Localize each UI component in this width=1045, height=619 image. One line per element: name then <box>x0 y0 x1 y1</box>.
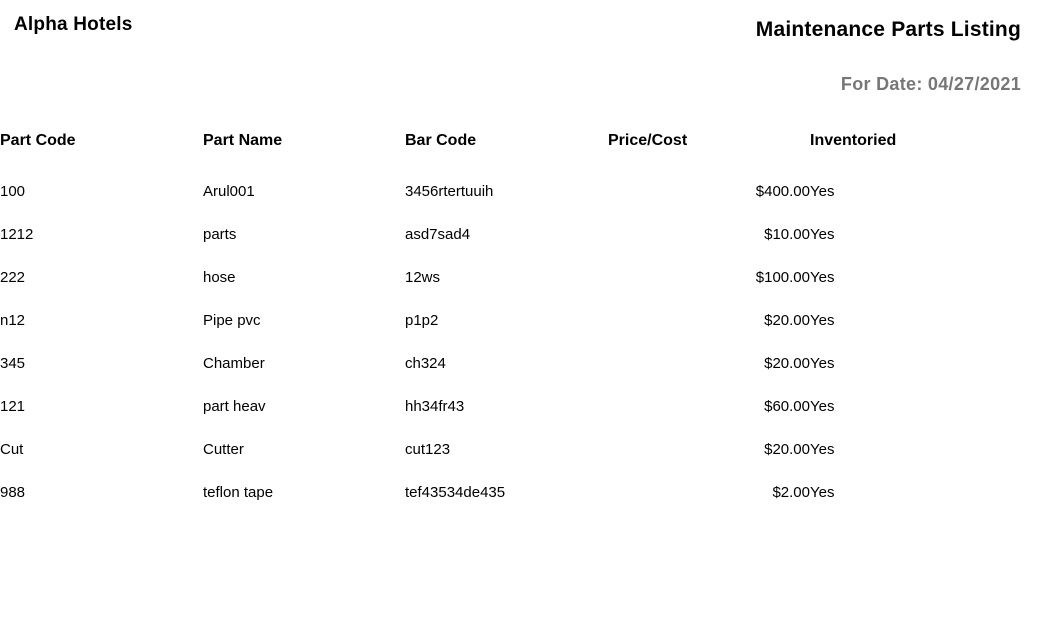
cell-inventoried: Yes <box>810 226 835 243</box>
column-header-bar-code: Bar Code <box>405 132 477 149</box>
cell-price: $20.00 <box>764 441 810 458</box>
cell-bar-code: tef43534de435 <box>405 484 506 501</box>
cell-bar-code: ch324 <box>405 355 446 372</box>
cell-inventoried: Yes <box>810 484 835 501</box>
cell-bar-code: hh34fr43 <box>405 398 465 415</box>
cell-part-name: hose <box>203 269 236 286</box>
cell-price: $10.00 <box>764 226 810 243</box>
cell-price: $100.00 <box>755 269 810 286</box>
column-header-part-name: Part Name <box>203 132 283 149</box>
cell-part-code: 222 <box>0 269 26 286</box>
cell-part-code: n12 <box>0 312 26 329</box>
table-header-row <box>0 124 1045 170</box>
cell-price: $60.00 <box>764 398 810 415</box>
cell-bar-code: p1p2 <box>405 312 439 329</box>
cell-part-name: Arul001 <box>203 183 255 200</box>
cell-inventoried: Yes <box>810 269 835 286</box>
cell-part-name: Pipe pvc <box>203 312 261 329</box>
table-row <box>0 471 1045 514</box>
cell-inventoried: Yes <box>810 355 835 372</box>
column-header-part-code: Part Code <box>0 132 76 149</box>
cell-part-name: parts <box>203 226 237 243</box>
report-header <box>0 0 1045 58</box>
table-row <box>0 385 1045 428</box>
cell-inventoried: Yes <box>810 183 835 200</box>
table-row <box>0 299 1045 342</box>
cell-part-name: part heav <box>203 398 266 415</box>
cell-bar-code: 3456rtertuuih <box>405 183 494 200</box>
cell-part-code: 345 <box>0 355 26 372</box>
page-title: Maintenance Parts Listing <box>755 18 1021 41</box>
table-row <box>0 256 1045 299</box>
table-row <box>0 213 1045 256</box>
cell-part-name: teflon tape <box>203 484 274 501</box>
table-row <box>0 170 1045 213</box>
table-row <box>0 342 1045 385</box>
table-row <box>0 428 1045 471</box>
cell-bar-code: cut123 <box>405 441 451 458</box>
cell-inventoried: Yes <box>810 441 835 458</box>
cell-part-name: Chamber <box>203 355 265 372</box>
parts-table <box>0 124 1045 514</box>
table-body <box>0 170 1045 514</box>
cell-price: $20.00 <box>764 355 810 372</box>
cell-part-code: 1212 <box>0 226 34 243</box>
cell-inventoried: Yes <box>810 398 835 415</box>
cell-part-code: 121 <box>0 398 26 415</box>
report-date: For Date: 04/27/2021 <box>840 74 1021 94</box>
company-name: Alpha Hotels <box>14 14 133 35</box>
cell-inventoried: Yes <box>810 312 835 329</box>
cell-price: $20.00 <box>764 312 810 329</box>
cell-part-code: 988 <box>0 484 26 501</box>
cell-bar-code: asd7sad4 <box>405 226 471 243</box>
cell-part-code: Cut <box>0 441 24 458</box>
cell-bar-code: 12ws <box>405 269 441 286</box>
table-header <box>0 124 1045 170</box>
cell-part-code: 100 <box>0 183 26 200</box>
cell-price: $400.00 <box>755 183 810 200</box>
column-header-price-cost: Price/Cost <box>608 132 688 149</box>
cell-price: $2.00 <box>772 484 810 501</box>
cell-part-name: Cutter <box>203 441 244 458</box>
column-header-inventoried: Inventoried <box>810 132 897 149</box>
